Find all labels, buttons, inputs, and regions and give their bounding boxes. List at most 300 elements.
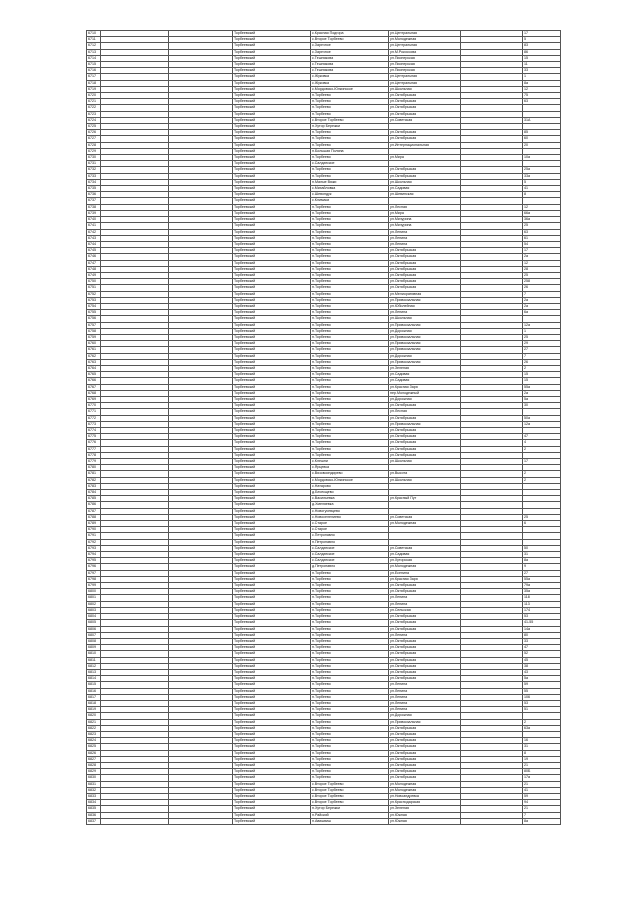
street-cell: ул.Юбилейная — [389, 303, 461, 309]
row-number-cell: 6768 — [87, 390, 101, 396]
house-cell: 8 — [523, 750, 561, 756]
locality-cell: п.Торбеево — [311, 347, 389, 353]
row-number-cell: 6829 — [87, 769, 101, 775]
row-number-cell: 6738 — [87, 204, 101, 210]
row-number-cell: 6734 — [87, 179, 101, 185]
locality-cell: п.Торбеево — [311, 713, 389, 719]
district-cell: Торбеевский — [233, 272, 311, 278]
street-cell: ул.Сельская — [389, 607, 461, 613]
district-cell: Торбеевский — [233, 229, 311, 235]
district-cell: Торбеевский — [233, 148, 311, 154]
street-cell: пер.Молодежный — [389, 390, 461, 396]
house-cell: 47 — [523, 645, 561, 651]
row-number-cell: 6828 — [87, 762, 101, 768]
house-cell: 54 — [523, 241, 561, 247]
locality-cell: п.Торбеево — [311, 409, 389, 415]
district-cell: Торбеевский — [233, 539, 311, 545]
row-number-cell: 6759 — [87, 334, 101, 340]
district-cell: Торбеевский — [233, 378, 311, 384]
house-cell: 31 — [523, 744, 561, 750]
district-cell: Торбеевский — [233, 291, 311, 297]
district-cell: Торбеевский — [233, 812, 311, 818]
house-cell: 258 — [523, 279, 561, 285]
row-number-cell: 6742 — [87, 229, 101, 235]
locality-cell: п.Торбеево — [311, 452, 389, 458]
street-cell: ул.Октябрьская — [389, 272, 461, 278]
district-cell: Торбеевский — [233, 781, 311, 787]
district-cell: Торбеевский — [233, 483, 311, 489]
house-cell: 53 — [523, 700, 561, 706]
row-number-cell: 6836 — [87, 812, 101, 818]
locality-cell: с.Старое — [311, 527, 389, 533]
locality-cell: п.Торбеево — [311, 769, 389, 775]
district-cell: Торбеевский — [233, 818, 311, 824]
locality-cell: п.Торбеево — [311, 136, 389, 142]
district-cell: Торбеевский — [233, 514, 311, 520]
street-cell: ул.Октябрьская — [389, 669, 461, 675]
row-number-cell: 6727 — [87, 136, 101, 142]
district-cell: Торбеевский — [233, 496, 311, 502]
house-cell: 10а — [523, 155, 561, 161]
street-cell: ул.Центральная — [389, 31, 461, 37]
street-cell: ул.Школьная — [389, 459, 461, 465]
district-cell: Торбеевский — [233, 806, 311, 812]
house-cell: 6а — [523, 310, 561, 316]
district-cell: Торбеевский — [233, 136, 311, 142]
row-number-cell: 6712 — [87, 43, 101, 49]
house-cell: 2 — [523, 446, 561, 452]
district-cell: Торбеевский — [233, 471, 311, 477]
house-cell: 113 — [523, 601, 561, 607]
locality-cell: с.Тешнякова — [311, 55, 389, 61]
locality-cell: с.Второе Торбеево — [311, 787, 389, 793]
row-number-cell: 6782 — [87, 477, 101, 483]
district-cell: Торбеевский — [233, 217, 311, 223]
house-cell: 75 — [523, 93, 561, 99]
district-cell: Торбеевский — [233, 614, 311, 620]
street-cell: ул.Ленина — [389, 229, 461, 235]
house-cell: 8 — [523, 192, 561, 198]
row-number-cell: 6744 — [87, 241, 101, 247]
street-cell: ул.М.Рокоссова — [389, 49, 461, 55]
locality-cell: п.Торбеево — [311, 570, 389, 576]
street-cell: ул.Октябрьская — [389, 762, 461, 768]
district-cell: Торбеевский — [233, 80, 311, 86]
district-cell: Торбеевский — [233, 645, 311, 651]
locality-cell: с.Салдатское — [311, 545, 389, 551]
house-cell: 5 — [523, 179, 561, 185]
row-number-cell: 6747 — [87, 260, 101, 266]
house-cell: 86 — [523, 49, 561, 55]
district-cell: Торбеевский — [233, 179, 311, 185]
street-cell: ул.Октябрьская — [389, 676, 461, 682]
house-cell: 1 — [523, 74, 561, 80]
street-cell: ул.Молодежная — [389, 781, 461, 787]
row-number-cell: 6720 — [87, 93, 101, 99]
row-number-cell: 6710 — [87, 31, 101, 37]
locality-cell: п.Торбеево — [311, 378, 389, 384]
street-cell: ул.Октябрьская — [389, 738, 461, 744]
district-cell: Торбеевский — [233, 446, 311, 452]
locality-cell: п.Торбеево — [311, 285, 389, 291]
street-cell: ул.Октябрьская — [389, 111, 461, 117]
house-cell: 21 — [523, 806, 561, 812]
house-cell: 41 — [523, 787, 561, 793]
district-cell: Торбеевский — [233, 595, 311, 601]
street-cell: ул.Октябрьская — [389, 130, 461, 136]
row-number-cell: 6787 — [87, 508, 101, 514]
street-cell: ул.Октябрьская — [389, 173, 461, 179]
street-cell: ул.Садовая — [389, 378, 461, 384]
row-number-cell: 6755 — [87, 310, 101, 316]
street-cell: ул.Октябрьская — [389, 136, 461, 142]
house-cell: 8а — [523, 818, 561, 824]
row-number-cell: 6789 — [87, 521, 101, 527]
house-cell: 17 — [523, 31, 561, 37]
row-number-cell: 6775 — [87, 434, 101, 440]
street-cell: ул.Октябрьская — [389, 769, 461, 775]
district-cell: Торбеевский — [233, 328, 311, 334]
locality-cell: п.Торбеево — [311, 707, 389, 713]
street-cell: ул.Привокзальная — [389, 719, 461, 725]
house-cell: 15 — [523, 372, 561, 378]
locality-cell: п.Торбеево — [311, 297, 389, 303]
house-cell: 83 — [523, 43, 561, 49]
house-cell: 25 — [523, 334, 561, 340]
row-number-cell: 6711 — [87, 37, 101, 43]
row-number-cell: 6763 — [87, 359, 101, 365]
row-number-cell: 6805 — [87, 620, 101, 626]
street-cell: ул.Октябрьская — [389, 440, 461, 446]
district-cell: Торбеевский — [233, 769, 311, 775]
house-cell: 12а — [523, 322, 561, 328]
locality-cell: с.Натарово — [311, 483, 389, 489]
locality-cell: с.Мордовско-Юнкинское — [311, 477, 389, 483]
locality-cell: д.Петропавло — [311, 564, 389, 570]
district-cell: Торбеевский — [233, 297, 311, 303]
row-number-cell: 6752 — [87, 291, 101, 297]
locality-cell: п.Торбеево — [311, 415, 389, 421]
locality-cell: п.Торбеево — [311, 390, 389, 396]
house-cell: 51 — [523, 707, 561, 713]
district-cell: Торбеевский — [233, 576, 311, 582]
house-cell: 55 — [523, 688, 561, 694]
locality-cell: п.Торбеево — [311, 663, 389, 669]
house-cell: 12 — [523, 260, 561, 266]
district-cell: Торбеевский — [233, 421, 311, 427]
locality-cell: п.Торбеево — [311, 229, 389, 235]
locality-cell: п.Торбеево — [311, 595, 389, 601]
locality-cell: п.Торбеево — [311, 601, 389, 607]
locality-cell: с.Салдатское — [311, 161, 389, 167]
street-cell: ул.Октябрьская — [389, 750, 461, 756]
district-cell: Торбеевский — [233, 322, 311, 328]
row-number-cell: 6732 — [87, 167, 101, 173]
register-table-body — [87, 31, 561, 825]
street-cell: ул.Октябрьская — [389, 638, 461, 644]
row-number-cell: 6770 — [87, 403, 101, 409]
street-cell: ул.Октябрьская — [389, 744, 461, 750]
street-cell: ул.Мичурина — [389, 223, 461, 229]
house-cell: 38 — [523, 663, 561, 669]
row-number-cell: 6783 — [87, 483, 101, 489]
row-number-cell: 6780 — [87, 465, 101, 471]
locality-cell: с.Тешнякова — [311, 68, 389, 74]
locality-cell: п.Торбеево — [311, 322, 389, 328]
row-number-cell: 6718 — [87, 80, 101, 86]
locality-cell: п.Торбеево — [311, 738, 389, 744]
row-number-cell: 6806 — [87, 626, 101, 632]
locality-cell: с.Второе Торбеево — [311, 793, 389, 799]
street-cell: ул.Ленина — [389, 688, 461, 694]
street-cell: ул.Советская — [389, 117, 461, 123]
locality-cell: с.Климаси — [311, 198, 389, 204]
locality-cell: п.Петропавло — [311, 539, 389, 545]
locality-cell: п.Торбеево — [311, 446, 389, 452]
district-cell: Торбеевский — [233, 713, 311, 719]
street-cell: ул.Хуторская — [389, 558, 461, 564]
row-number-cell: 6796 — [87, 564, 101, 570]
street-cell: ул.Октябрьская — [389, 589, 461, 595]
street-cell: ул.Октябрьская — [389, 645, 461, 651]
locality-cell: п.Торбеево — [311, 99, 389, 105]
locality-cell: п.Торбеево — [311, 632, 389, 638]
district-cell: Торбеевский — [233, 800, 311, 806]
house-cell: 55а — [523, 576, 561, 582]
district-cell: Торбеевский — [233, 365, 311, 371]
district-cell: Торбеевский — [233, 452, 311, 458]
row-number-cell: 6808 — [87, 638, 101, 644]
street-cell: ул.Октябрьская — [389, 756, 461, 762]
street-cell: ул.Ленина — [389, 235, 461, 241]
street-cell: ул.Мира — [389, 155, 461, 161]
row-number-cell: 6766 — [87, 378, 101, 384]
street-cell: ул.Октябрьская — [389, 657, 461, 663]
district-cell: Торбеевский — [233, 111, 311, 117]
street-cell: ул.Октябрьская — [389, 583, 461, 589]
district-cell: Торбеевский — [233, 564, 311, 570]
district-cell: Торбеевский — [233, 68, 311, 74]
district-cell: Торбеевский — [233, 37, 311, 43]
row-number-cell: 6740 — [87, 217, 101, 223]
street-cell: ул.Привокзальная — [389, 347, 461, 353]
district-cell: Торбеевский — [233, 99, 311, 105]
row-number-cell: 6830 — [87, 775, 101, 781]
house-cell: 25 — [523, 514, 561, 520]
locality-cell: п.Торбеево — [311, 310, 389, 316]
row-number-cell: 6824 — [87, 738, 101, 744]
row-number-cell: 6810 — [87, 651, 101, 657]
house-cell: 11 — [523, 62, 561, 68]
locality-cell: п.Торбеево — [311, 403, 389, 409]
street-cell: ул.Садовая — [389, 552, 461, 558]
locality-cell: п.Торбеево — [311, 204, 389, 210]
street-cell: ул.Октябрьская — [389, 285, 461, 291]
street-cell: ул.Привокзальная — [389, 421, 461, 427]
district-cell: Торбеевский — [233, 334, 311, 340]
house-cell: 50 — [523, 545, 561, 551]
locality-cell: п.Торбеево — [311, 434, 389, 440]
district-cell: Торбеевский — [233, 694, 311, 700]
row-number-cell: 6802 — [87, 601, 101, 607]
district-cell: Торбеевский — [233, 744, 311, 750]
row-number-cell: 6822 — [87, 725, 101, 731]
row-number-cell: 6803 — [87, 607, 101, 613]
house-cell: 41-55 — [523, 620, 561, 626]
street-cell: ул.Дорожная — [389, 328, 461, 334]
street-cell: ул.Октябрьская — [389, 266, 461, 272]
locality-cell: п.Торбеево — [311, 762, 389, 768]
house-cell: 5а — [523, 676, 561, 682]
street-cell: ул.Дорожная — [389, 353, 461, 359]
house-cell: 53 — [523, 614, 561, 620]
house-cell: 9 — [523, 564, 561, 570]
house-cell: 17 — [523, 248, 561, 254]
house-cell: 41 — [523, 186, 561, 192]
row-number-cell: 6764 — [87, 365, 101, 371]
district-cell: Торбеевский — [233, 155, 311, 161]
house-cell: 12 — [523, 86, 561, 92]
house-cell: 50а — [523, 415, 561, 421]
row-number-cell: 6772 — [87, 415, 101, 421]
locality-cell: с.Ярцевка — [311, 465, 389, 471]
street-cell: ул.Красная Заря — [389, 384, 461, 390]
row-number-cell: 6809 — [87, 645, 101, 651]
district-cell: Торбеевский — [233, 372, 311, 378]
row-number-cell: 6800 — [87, 589, 101, 595]
house-cell: 30 — [523, 403, 561, 409]
street-cell: ул.Октябрьская — [389, 614, 461, 620]
street-cell: ул.Южная — [389, 818, 461, 824]
locality-cell: п.Торбеево — [311, 607, 389, 613]
locality-cell: п.Торбеево — [311, 155, 389, 161]
street-cell: ул.Октябрьская — [389, 775, 461, 781]
row-number-cell: 6729 — [87, 148, 101, 154]
district-cell: Торбеевский — [233, 415, 311, 421]
row-number-cell: 6797 — [87, 570, 101, 576]
locality-cell: п.Торбеево — [311, 694, 389, 700]
row-number-cell: 6756 — [87, 316, 101, 322]
district-cell: Торбеевский — [233, 762, 311, 768]
house-cell: 31 — [523, 552, 561, 558]
locality-cell: п.Малые Вяжи — [311, 179, 389, 185]
district-cell: Торбеевский — [233, 303, 311, 309]
district-cell: Торбеевский — [233, 527, 311, 533]
locality-cell: п.Торбеево — [311, 725, 389, 731]
row-number-cell: 6798 — [87, 576, 101, 582]
locality-cell: с.Васильевка — [311, 496, 389, 502]
street-cell: ул.Октябрьская — [389, 254, 461, 260]
row-number-cell: 6719 — [87, 86, 101, 92]
row-number-cell: 6791 — [87, 533, 101, 539]
house-cell: 17 — [523, 459, 561, 465]
district-cell: Торбеевский — [233, 738, 311, 744]
district-cell: Торбеевский — [233, 508, 311, 514]
district-cell: Торбеевский — [233, 241, 311, 247]
street-cell: ул.Высота — [389, 471, 461, 477]
district-cell: Торбеевский — [233, 248, 311, 254]
street-cell: ул.Ленина — [389, 310, 461, 316]
locality-cell: п.Торбеево — [311, 353, 389, 359]
row-number-cell: 6781 — [87, 471, 101, 477]
street-cell: ул.Октябрьская — [389, 446, 461, 452]
street-cell: ул.Молодежная — [389, 37, 461, 43]
district-cell: Торбеевский — [233, 477, 311, 483]
district-cell: Торбеевский — [233, 117, 311, 123]
house-cell: 20 — [523, 142, 561, 148]
house-cell: 63 — [523, 99, 561, 105]
district-cell: Торбеевский — [233, 223, 311, 229]
locality-cell: п.Торбеево — [311, 614, 389, 620]
row-number-cell: 6753 — [87, 297, 101, 303]
locality-cell: п.Торбеево — [311, 626, 389, 632]
street-cell: ул.Октябрьская — [389, 260, 461, 266]
district-cell: Торбеевский — [233, 210, 311, 216]
district-cell: Торбеевский — [233, 793, 311, 799]
row-number-cell: 6819 — [87, 707, 101, 713]
row-number-cell: 6749 — [87, 272, 101, 278]
locality-cell: п.Торбеево — [311, 676, 389, 682]
district-cell: Торбеевский — [233, 316, 311, 322]
district-cell: Торбеевский — [233, 31, 311, 37]
locality-cell: с.Мордовско-Юнкинское — [311, 86, 389, 92]
street-cell: ул.Центральная — [389, 80, 461, 86]
district-cell: Торбеевский — [233, 198, 311, 204]
house-cell: 28 — [523, 266, 561, 272]
street-cell: ул.Октябрьская — [389, 620, 461, 626]
locality-cell: п.Торбеево — [311, 93, 389, 99]
house-cell: 25 — [523, 223, 561, 229]
house-cell: 8а — [523, 558, 561, 564]
row-number-cell: 6777 — [87, 446, 101, 452]
house-cell: 7 — [523, 353, 561, 359]
house-cell: 66а — [523, 210, 561, 216]
row-number-cell: 6765 — [87, 372, 101, 378]
locality-cell: п.Райский — [311, 812, 389, 818]
district-cell: Торбеевский — [233, 787, 311, 793]
house-cell: 174 — [523, 607, 561, 613]
locality-cell: с.Второе Торбеево — [311, 781, 389, 787]
row-number-cell: 6784 — [87, 490, 101, 496]
district-cell: Торбеевский — [233, 756, 311, 762]
row-number-cell: 6812 — [87, 663, 101, 669]
street-cell: ул.Центральная — [389, 43, 461, 49]
district-cell: Торбеевский — [233, 725, 311, 731]
locality-cell: п.Торбеево — [311, 583, 389, 589]
row-number-cell: 6739 — [87, 210, 101, 216]
district-cell: Торбеевский — [233, 124, 311, 130]
register-sheet — [86, 30, 560, 825]
street-cell: ул.Привокзальная — [389, 334, 461, 340]
house-cell: 7 — [523, 812, 561, 818]
blank-cell — [169, 818, 233, 824]
cadastral-cell — [101, 818, 169, 824]
row-number-cell: 6713 — [87, 49, 101, 55]
row-number-cell: 6748 — [87, 266, 101, 272]
house-cell: 6 — [523, 521, 561, 527]
house-cell: 17а — [523, 775, 561, 781]
district-cell: Торбеевский — [233, 707, 311, 713]
house-cell: 29 — [523, 341, 561, 347]
district-cell: Торбеевский — [233, 142, 311, 148]
row-number-cell: 6731 — [87, 161, 101, 167]
street-cell: ул.Пионерская — [389, 62, 461, 68]
locality-cell: п.Авишвиш — [311, 818, 389, 824]
locality-cell: п.Торбеево — [311, 384, 389, 390]
row-number-cell: 6825 — [87, 744, 101, 750]
locality-cell: п.Торбеево — [311, 682, 389, 688]
district-cell: Торбеевский — [233, 545, 311, 551]
